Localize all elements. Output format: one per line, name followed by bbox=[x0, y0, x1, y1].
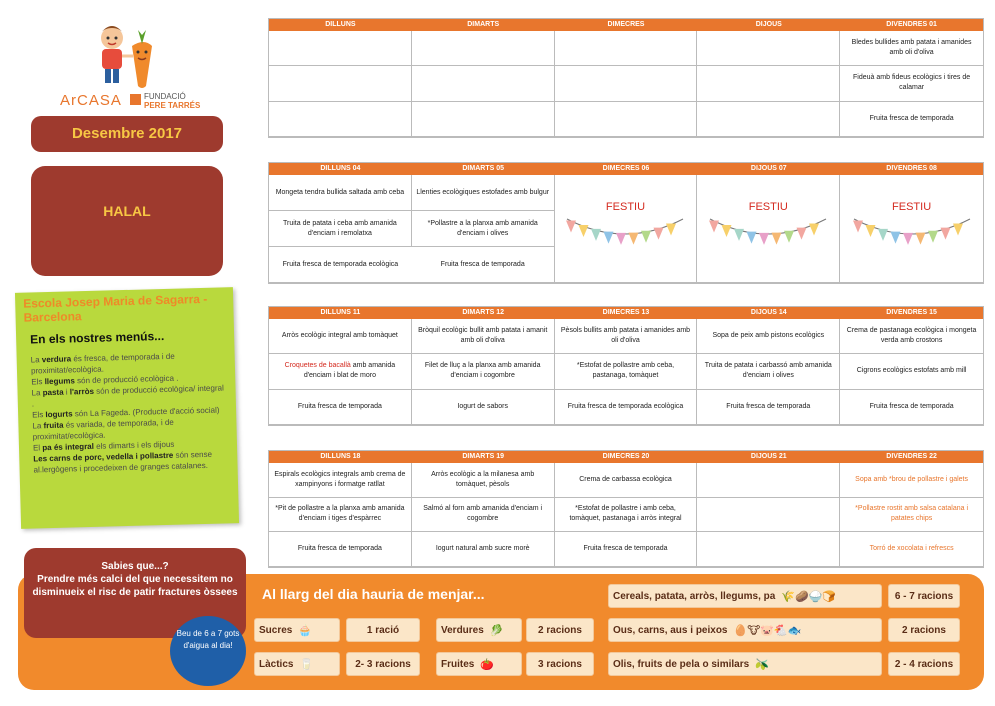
month-title: Desembre 2017 bbox=[31, 116, 223, 152]
note-line: La verdura és fresca, de temporada i de proximitat/ecològica. bbox=[30, 351, 175, 376]
menu-cell: *Estofat de pollastre amb ceba, pastanaga, tomàquet bbox=[555, 354, 698, 389]
menu-cell: Croquetes de bacallà amb amanida d'enciam i blat de moro bbox=[269, 354, 412, 389]
note-line: Les carns de porc, vedella i pollastre són sense al.lergògens i procedeixen de granges catalanes. bbox=[33, 449, 213, 475]
notes-lines bbox=[25, 349, 230, 475]
menu-cell bbox=[697, 532, 840, 567]
menu-cell bbox=[555, 102, 698, 137]
holiday-label: FESTIU bbox=[605, 201, 646, 213]
menu-cell: Arròs ecològic integral amb tomàquet bbox=[269, 319, 412, 354]
menu-cell bbox=[555, 31, 698, 66]
menu-cell: Iogurt natural amb sucre morè bbox=[412, 532, 555, 567]
menu-cell: Fruita fresca de temporada ecològica bbox=[269, 247, 412, 283]
menu-cell: Sopa amb *brou de pollastre i galets bbox=[840, 463, 983, 498]
menu-cell: *Pit de pollastre a la planxa amb amanida d'enciam i tiges d'espàrrec bbox=[269, 498, 412, 533]
menu-cell bbox=[412, 102, 555, 137]
cupcake-icon: 🧁 bbox=[298, 624, 313, 637]
water-tip: Beu de 6 a 7 gots d'aigua al dia! bbox=[170, 616, 246, 686]
day-header: DILLUNS 11 bbox=[320, 309, 361, 316]
day-header: DIMARTS 19 bbox=[462, 453, 504, 460]
day-header: DIVENDRES 08 bbox=[886, 165, 937, 172]
daily-intake-title: Al llarg del dia hauria de menjar... bbox=[262, 586, 485, 602]
bunting-icon bbox=[708, 215, 828, 261]
menu-cell: Fruita fresca de temporada bbox=[555, 532, 698, 567]
menu-cell: *Pollastre a la planxa amb amanida d'enciam i olives bbox=[412, 211, 555, 247]
foundation-name: FUNDACIÓ PERE TARRÉS bbox=[144, 92, 201, 110]
menu-cell: Espirals ecològics integrals amb crema de xampinyons i formatge ratllat bbox=[269, 463, 412, 498]
menu-cell: Mongeta tendra bullida saltada amb ceba bbox=[269, 175, 412, 211]
menu-cell: Iogurt de sabors bbox=[412, 390, 555, 425]
bunting-icon bbox=[852, 215, 972, 261]
day-header: DIMECRES 20 bbox=[602, 453, 650, 460]
day-header: DIMECRES 06 bbox=[602, 165, 650, 172]
foundation-square-icon bbox=[130, 94, 141, 105]
menu-notes bbox=[15, 287, 239, 529]
proteins-icon: 🥚🐮🐷🐔🐟 bbox=[733, 624, 802, 637]
menu-cell: Fruita fresca de temporada bbox=[697, 390, 840, 425]
diet-title: HALAL bbox=[31, 166, 223, 276]
olive-icon: 🫒 bbox=[755, 658, 769, 671]
day-header: DIMECRES bbox=[607, 21, 645, 28]
week-header bbox=[269, 163, 983, 175]
week-3 bbox=[268, 306, 984, 426]
menu-cell: Crema de carbassa ecològica bbox=[555, 463, 698, 498]
menu-cell: Sopa de peix amb pistons ecològics bbox=[697, 319, 840, 354]
day-header: DIVENDRES 15 bbox=[886, 309, 937, 316]
logo bbox=[60, 22, 220, 114]
portion-sucres: 1 ració bbox=[346, 618, 420, 642]
week-1 bbox=[268, 18, 984, 138]
day-header: DIMARTS 05 bbox=[462, 165, 504, 172]
food-label-sucres: Sucres 🧁 bbox=[254, 618, 340, 642]
menu-cell bbox=[697, 498, 840, 533]
school-name: Escola Josep Maria de Sagarra - Barcelona bbox=[23, 291, 208, 325]
menu-cell: Fruita fresca de temporada ecològica bbox=[555, 390, 698, 425]
portion-proteins: 2 racions bbox=[888, 618, 960, 642]
day-header: DILLUNS bbox=[325, 21, 356, 28]
day-header: DIMECRES 13 bbox=[602, 309, 650, 316]
portion-fruites: 3 racions bbox=[526, 652, 594, 676]
day-header: DILLUNS 04 bbox=[320, 165, 361, 172]
week-2 bbox=[268, 162, 984, 284]
menu-cell: *Estofat de pollastre i amb ceba, tomàquet, pastanaga i arròs integral bbox=[555, 498, 698, 533]
menu-cell: Bròquil ecològic bullit amb patata i amanit amb oli d'oliva bbox=[412, 319, 555, 354]
week-4 bbox=[268, 450, 984, 568]
notes-heading: En els nostres menús... bbox=[29, 329, 165, 347]
day-header: DIVENDRES 22 bbox=[886, 453, 937, 460]
did-you-know-title: Sabies que...? bbox=[101, 561, 169, 572]
food-label-cereals: Cereals, patata, arròs, llegums, pa 🌾🥔🍚🍞 bbox=[608, 584, 882, 608]
menu-cell: Fruita fresca de temporada bbox=[269, 532, 412, 567]
menu-cell bbox=[412, 66, 555, 101]
menu-cell bbox=[269, 66, 412, 101]
did-you-know-text: Prendre més calci del que necessitem no disminueix el risc de patir fractures òssees bbox=[32, 574, 238, 598]
food-label-lactics: Làctics 🥛 bbox=[254, 652, 340, 676]
menu-cell: Arròs ecològic a la milanesa amb tomàquet, pèsols bbox=[412, 463, 555, 498]
holiday-cell bbox=[697, 175, 840, 283]
lettuce-icon: 🥬 bbox=[489, 624, 504, 637]
cereals-icon: 🌾🥔🍚🍞 bbox=[781, 590, 837, 603]
portion-cereals: 6 - 7 racions bbox=[888, 584, 960, 608]
bunting-icon bbox=[565, 215, 685, 261]
menu-cell bbox=[697, 463, 840, 498]
day-header: DIMARTS bbox=[467, 21, 500, 28]
menu-cell: Salmó al forn amb amanida d'enciam i cogombre bbox=[412, 498, 555, 533]
week-header bbox=[269, 451, 983, 463]
portion-verdures: 2 racions bbox=[526, 618, 594, 642]
note-line: La pasta i l'arròs són de producció ecològica/ integral . bbox=[31, 383, 224, 409]
menu-cell: Truita de patata i carbassó amb amanida d'enciam i olives bbox=[697, 354, 840, 389]
menu-cell: Bledes bullides amb patata i amanides amb oli d'oliva bbox=[840, 31, 983, 66]
day-header: DIJOUS 14 bbox=[750, 309, 787, 316]
food-label-verdures: Verdures 🥬 bbox=[436, 618, 522, 642]
holiday-cell bbox=[840, 175, 983, 283]
holiday-label: FESTIU bbox=[748, 201, 788, 213]
menu-cell bbox=[555, 66, 698, 101]
milk-icon: 🥛 bbox=[299, 658, 314, 671]
day-header: DIJOUS 21 bbox=[750, 453, 787, 460]
week-header bbox=[269, 307, 983, 319]
day-header: DIMARTS 12 bbox=[462, 309, 504, 316]
note-line: El pa és integral els dimarts i els dijous bbox=[32, 439, 175, 453]
note-line: La fruita és variada, de temporada, i de proximitat/ecològica. bbox=[32, 417, 174, 442]
portion-oils: 2 - 4 racions bbox=[888, 652, 960, 676]
menu-cell: Crema de pastanaga ecològica i mongeta verda amb crostons bbox=[840, 319, 983, 354]
holiday-cell bbox=[555, 175, 698, 283]
week-header bbox=[269, 19, 983, 31]
kids-carrot-logo-icon bbox=[80, 22, 190, 90]
menu-cell: Pèsols bullits amb patata i amanides amb oli d'oliva bbox=[555, 319, 698, 354]
menu-cell: Cigrons ecològics estofats amb mill bbox=[840, 354, 983, 389]
day-header: DIVENDRES 01 bbox=[886, 21, 937, 28]
day-header: DIJOUS 07 bbox=[750, 165, 787, 172]
menu-cell: Filet de lluç a la planxa amb amanida d'enciam i cogombre bbox=[412, 354, 555, 389]
food-label-fruites: Fruites 🍅 bbox=[436, 652, 522, 676]
menu-cell: Fruita fresca de temporada bbox=[269, 390, 412, 425]
brand-name: ArCASA bbox=[60, 92, 122, 109]
menu-cell bbox=[412, 31, 555, 66]
portion-lactics: 2- 3 racions bbox=[346, 652, 420, 676]
menu-cell: Fruita fresca de temporada bbox=[840, 390, 983, 425]
food-label-oils: Olis, fruits de pela o similars 🫒 bbox=[608, 652, 882, 676]
note-line: Els Iogurts són La Fageda. (Producte d'acció social) bbox=[32, 405, 220, 420]
menu-cell bbox=[697, 102, 840, 137]
menu-cell bbox=[697, 31, 840, 66]
note-line: Els llegums són de producció ecològica . bbox=[31, 373, 179, 387]
menu-cell: Torró de xocolata i refrescs bbox=[840, 532, 983, 567]
menu-cell: Truita de patata i ceba amb amanida d'enciam i remolatxa bbox=[269, 211, 412, 247]
tomato-icon: 🍅 bbox=[480, 658, 495, 671]
menu-cell bbox=[269, 31, 412, 66]
day-header: DIJOUS bbox=[755, 21, 782, 28]
menu-cell: Fideuà amb fideus ecològics i tires de calamar bbox=[840, 66, 983, 101]
menu-cell: Fruita fresca de temporada bbox=[412, 247, 555, 283]
menu-cell bbox=[697, 66, 840, 101]
menu-cell: Llenties ecològiques estofades amb bulgur bbox=[412, 175, 555, 211]
day-header: DILLUNS 18 bbox=[320, 453, 361, 460]
menu-cell: *Pollastre rostit amb salsa catalana i patates chips bbox=[840, 498, 983, 533]
holiday-label: FESTIU bbox=[892, 201, 932, 213]
food-label-proteins: Ous, carns, aus i peixos 🥚🐮🐷🐔🐟 bbox=[608, 618, 882, 642]
menu-cell bbox=[269, 102, 412, 137]
menu-cell: Fruita fresca de temporada bbox=[840, 102, 983, 137]
